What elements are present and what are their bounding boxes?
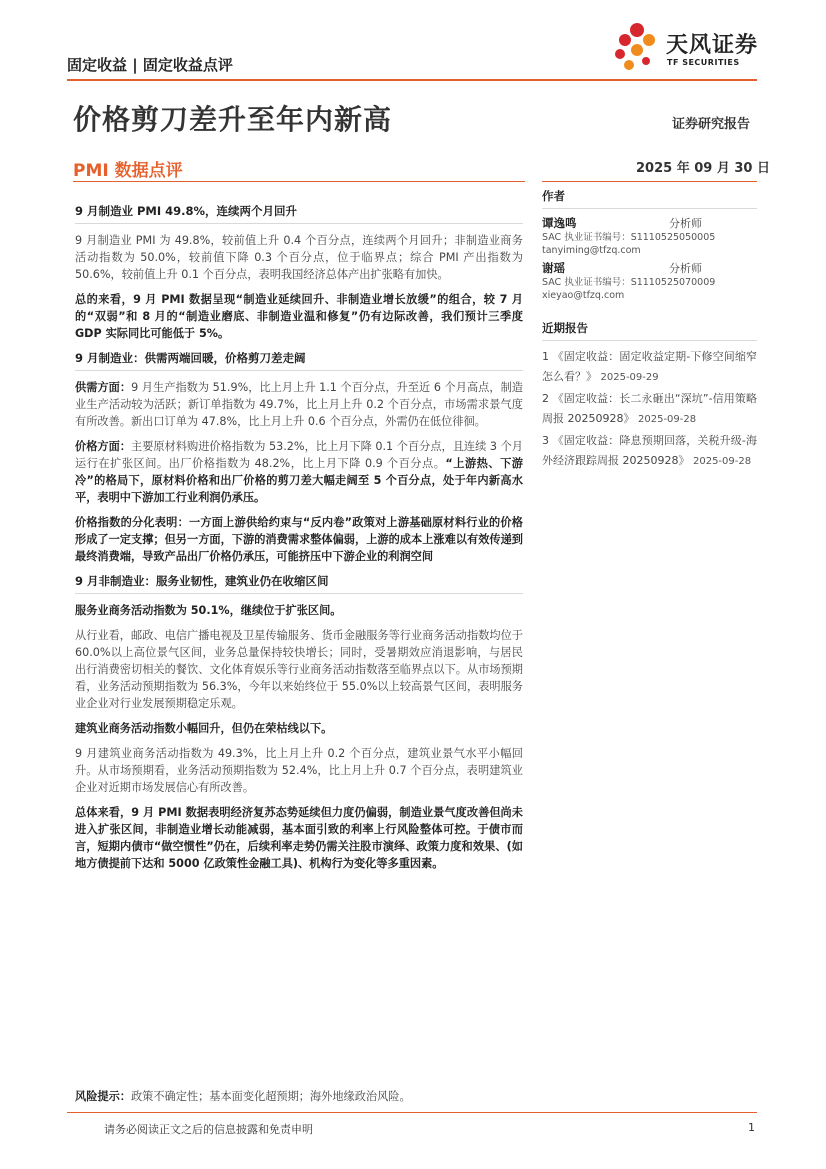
paragraph-text: 主要原材料购进价格指数为 53.2%，比上月下降 0.1 个百分点，且连续 3 个月运行在扩张区间。出厂价格指数为 48.2%，比上月下降 0.9 个百分点。 — [75, 440, 523, 470]
report-category: 固定收益 | 固定收益点评 — [67, 56, 233, 74]
paragraph-lead: 价格指数的分化表明：一方面上游供给约束与“反内卷”政策对上游基础原材料行业的价格形成了一定支撑；但另一方面，下游的消费需求整体偏弱，上游的成本上涨难以有效传递到最终消费端，导致产品出厂价格仍承压，可能挤压中下游企业的利润空间 — [75, 516, 523, 563]
logo-dot — [619, 34, 631, 46]
paragraph — [75, 291, 523, 342]
subtitle-rule — [73, 181, 525, 182]
page-title: 价格剪刀差升至年内新高 — [73, 103, 393, 136]
paragraph — [75, 438, 523, 506]
author-card — [542, 260, 757, 302]
recent-report-item[interactable] — [542, 347, 757, 388]
paragraph — [75, 627, 523, 712]
logo-dot — [630, 23, 644, 37]
logo-dot — [615, 49, 625, 59]
paragraph-text: 从行业看，邮政、电信广播电视及卫星传输服务、货币金融服务等行业商务活动指数均位于 60.0%以上高位景气区间，业务总量保持较快增长；同时，受暑期效应消退影响，与居民出行消费密切相关的餐饮、文化体育娱乐等行业商务活动指数落至临界点以下。从市场预期看，业务活动预期指数为 56.3%，今年以来始终位于 55.0%以上较高景气区间，表明服务业企业对行业发展预期稳定乐观。 — [75, 629, 523, 710]
paragraph — [75, 720, 523, 737]
paragraph — [75, 379, 523, 430]
paragraph-text: 9 月建筑业商务活动指数为 49.3%，比上月上升 0.2 个百分点，建筑业景气水平小幅回升。从市场预期看，业务活动预期指数为 52.4%，比上月上升 0.7 个百分点，表明建筑业企业对近期市场发展信心有所改善。 — [75, 747, 523, 794]
recent-report-item[interactable] — [542, 431, 757, 472]
logo-dot — [642, 57, 650, 65]
paragraph — [75, 514, 523, 565]
section-heading: 9 月制造业 PMI 49.8%，连续两个月回升 — [75, 203, 523, 224]
main-body — [75, 203, 523, 880]
risk-label: 风险提示： — [75, 1090, 131, 1103]
author-role: 分析师 — [669, 217, 702, 230]
report-date: 2025 年 09 月 30 日 — [636, 161, 770, 176]
paragraph-lead: 供需方面： — [75, 381, 132, 394]
recent-report-date: 2025-09-29 — [600, 372, 659, 383]
paragraph — [75, 745, 523, 796]
paragraph-lead: 总的来看，9 月 PMI 数据呈现“制造业延续回升、非制造业增长放缓”的组合，较 7 月的“双弱”和 8 月的“制造业磨底、非制造业温和修复”仍有边际改善，我们预计三季度 GDP 实际同比可能低于 5%。 — [75, 293, 523, 340]
paragraph-lead: 建筑业商务活动指数小幅回升，但仍在荣枯线以下。 — [75, 722, 333, 735]
author-card — [542, 215, 757, 257]
logo-name-en: TF SECURITIES — [667, 58, 740, 67]
header-rule — [67, 79, 757, 81]
paragraph-text: 9 月生产指数为 51.9%，比上月上升 1.1 个百分点，升至近 6 个月高点，制造业生产活动较为活跃；新订单指数为 49.7%，比上月上升 0.2 个百分点，市场需求景气度有所改善。新出口订单为 47.8%，比上月上升 0.6 个百分点，外需仍在低位徘徊。 — [75, 381, 523, 428]
sidebar-recent-reports — [542, 320, 757, 473]
section-heading: 9 月制造业：供需两端回暖，价格剪刀差走阔 — [75, 350, 523, 371]
sidebar-authors — [542, 188, 757, 305]
paragraph — [75, 232, 523, 283]
logo-dot — [631, 44, 643, 56]
paragraph — [75, 602, 523, 619]
paragraph-lead: 总体来看，9 月 PMI 数据表明经济复苏态势延续但力度仍偏弱，制造业景气度改善但尚未进入扩张区间，非制造业增长动能减弱，基本面引致的利率上行风险整体可控。于债市而言，短期内债市“做空惯性”仍在，后续利率走势仍需关注股市演绎、政策力度和效果、(如地方债提前下达和 5000 亿政策性金融工具)、机构行为变化等多重因素。 — [75, 806, 523, 870]
recent-heading: 近期报告 — [542, 320, 757, 341]
paragraph-tail: “上游热、下游冷”的格局下，原材料价格和出厂价格的剪刀差大幅走阔至 5 个百分点，处于年内新高水平，表明中下游加工行业利润仍承压。 — [75, 457, 523, 504]
author-name: 谭逸鸣 — [542, 216, 577, 230]
risk-text: 政策不确定性；基本面变化超预期；海外地缘政治风险。 — [130, 1090, 411, 1103]
logo-dot — [624, 60, 634, 70]
author-cert: SAC 执业证书编号：S1110525070009 — [542, 277, 716, 288]
risk-note — [75, 1088, 523, 1104]
paragraph-lead: 价格方面： — [75, 440, 132, 453]
page-number: 1 — [748, 1121, 755, 1134]
tf-logo-icon — [610, 20, 666, 76]
recent-report-item[interactable] — [542, 389, 757, 430]
logo-name-cn: 天风证券 — [666, 33, 759, 58]
author-email[interactable]: tanyiming@tfzq.com — [542, 245, 641, 256]
author-email[interactable]: xieyao@tfzq.com — [542, 290, 625, 301]
footer-disclaimer[interactable]: 请务必阅读正文之后的信息披露和免责申明 — [104, 1123, 313, 1136]
recent-report-title[interactable]: 1 《固定收益：固定收益定期-下修空间缩窄怎么看？》 — [542, 350, 757, 383]
paragraph-lead: 服务业商务活动指数为 50.1%，继续位于扩张区间。 — [75, 604, 342, 617]
author-name: 谢瑶 — [542, 261, 565, 275]
date-rule — [542, 181, 757, 182]
paragraph — [75, 804, 523, 872]
report-type: 证券研究报告 — [672, 117, 751, 132]
recent-report-title[interactable]: 3 《固定收益：降息预期回落，关税升级-海外经济跟踪周报 20250928》 — [542, 434, 757, 467]
author-cert: SAC 执业证书编号：S1110525050005 — [542, 232, 716, 243]
recent-report-title[interactable]: 2 《固定收益：长二永砸出“深坑”-信用策略周报 20250928》 — [542, 392, 757, 425]
footer-rule — [67, 1112, 757, 1113]
authors-heading: 作者 — [542, 188, 757, 209]
author-role: 分析师 — [669, 262, 702, 275]
recent-report-date: 2025-09-28 — [638, 414, 697, 425]
recent-report-date: 2025-09-28 — [692, 456, 752, 467]
logo-dot — [643, 34, 655, 46]
page-subtitle: PMI 数据点评 — [73, 161, 183, 181]
section-heading: 9 月非制造业：服务业韧性，建筑业仍在收缩区间 — [75, 573, 523, 594]
paragraph-text: 9 月制造业 PMI 为 49.8%，较前值上升 0.4 个百分点，连续两个月回升；非制造业商务活动指数为 50.0%，较前值下降 0.3 个百分点，位于临界点；综合 PMI 产出指数为 50.6%，较前值上升 0.1 个百分点，表明我国经济总体产出扩张略有加快。 — [75, 234, 523, 281]
